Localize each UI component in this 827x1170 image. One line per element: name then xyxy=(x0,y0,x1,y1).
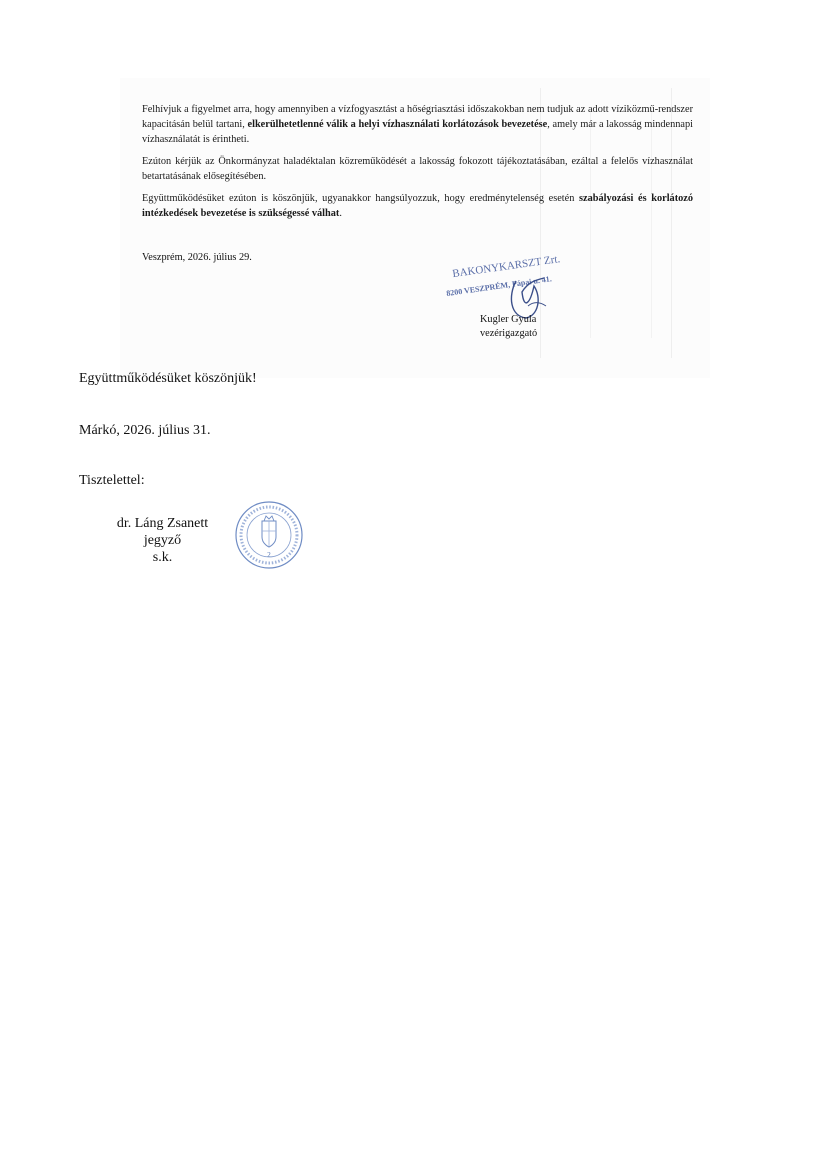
scanned-letter-excerpt xyxy=(120,78,710,378)
scan-paragraph-3: Együttműködésüket ezúton is köszönjük, ugyanakkor hangsúlyozzuk, hogy eredménytelenség esetén szabályozási és korlátozó intézkedések bevezetése is szükségessé válhat. xyxy=(142,193,694,219)
scan-signer-name: Kugler Gyula xyxy=(480,314,537,325)
scan-date: Veszprém, 2026. július 29. xyxy=(142,252,252,263)
signature-note: s.k. xyxy=(152,550,173,565)
scan-paragraph-2: Ezúton kérjük az Önkormányzat haladéktalan közreműködését a lakosság fokozott tájékoztatásában, ezáltal a felelős vízhasználat betartatásának elősegítésében. xyxy=(142,156,693,182)
regards-line: Tisztelettel: xyxy=(79,473,145,488)
svg-text:8200 VESZPRÉM, Pápai u. 41.: 8200 VESZPRÉM, Pápai u. 41. xyxy=(445,274,553,299)
signatory-title: jegyző xyxy=(143,533,182,548)
official-seal-icon xyxy=(233,499,305,571)
svg-text:BAKONYKARSZT Zrt.: BAKONYKARSZT Zrt. xyxy=(451,253,561,281)
signature-block xyxy=(100,515,225,566)
scan-signer-title: vezérigazgató xyxy=(480,328,538,339)
scan-signer xyxy=(480,313,537,341)
place-date: Márkó, 2026. július 31. xyxy=(79,423,211,438)
scan-paragraph-1: Felhívjuk a figyelmet arra, hogy amennyiben a vízfogyasztást a hőségriasztási időszakokban nem tudjuk az adott víziközmű-rendszer kapacitásán belül tartani, elkerülhetetlenné válik a helyi vízhasználati korlátozások bevezetése, amely már a lakosság mindennapi vízhasználatát is érintheti. xyxy=(142,104,693,145)
closing-line: Együttműködésüket köszönjük! xyxy=(79,371,257,386)
svg-text:2: 2 xyxy=(267,551,271,559)
scan-body xyxy=(142,102,693,228)
signatory-name: dr. Láng Zsanett xyxy=(116,516,209,531)
